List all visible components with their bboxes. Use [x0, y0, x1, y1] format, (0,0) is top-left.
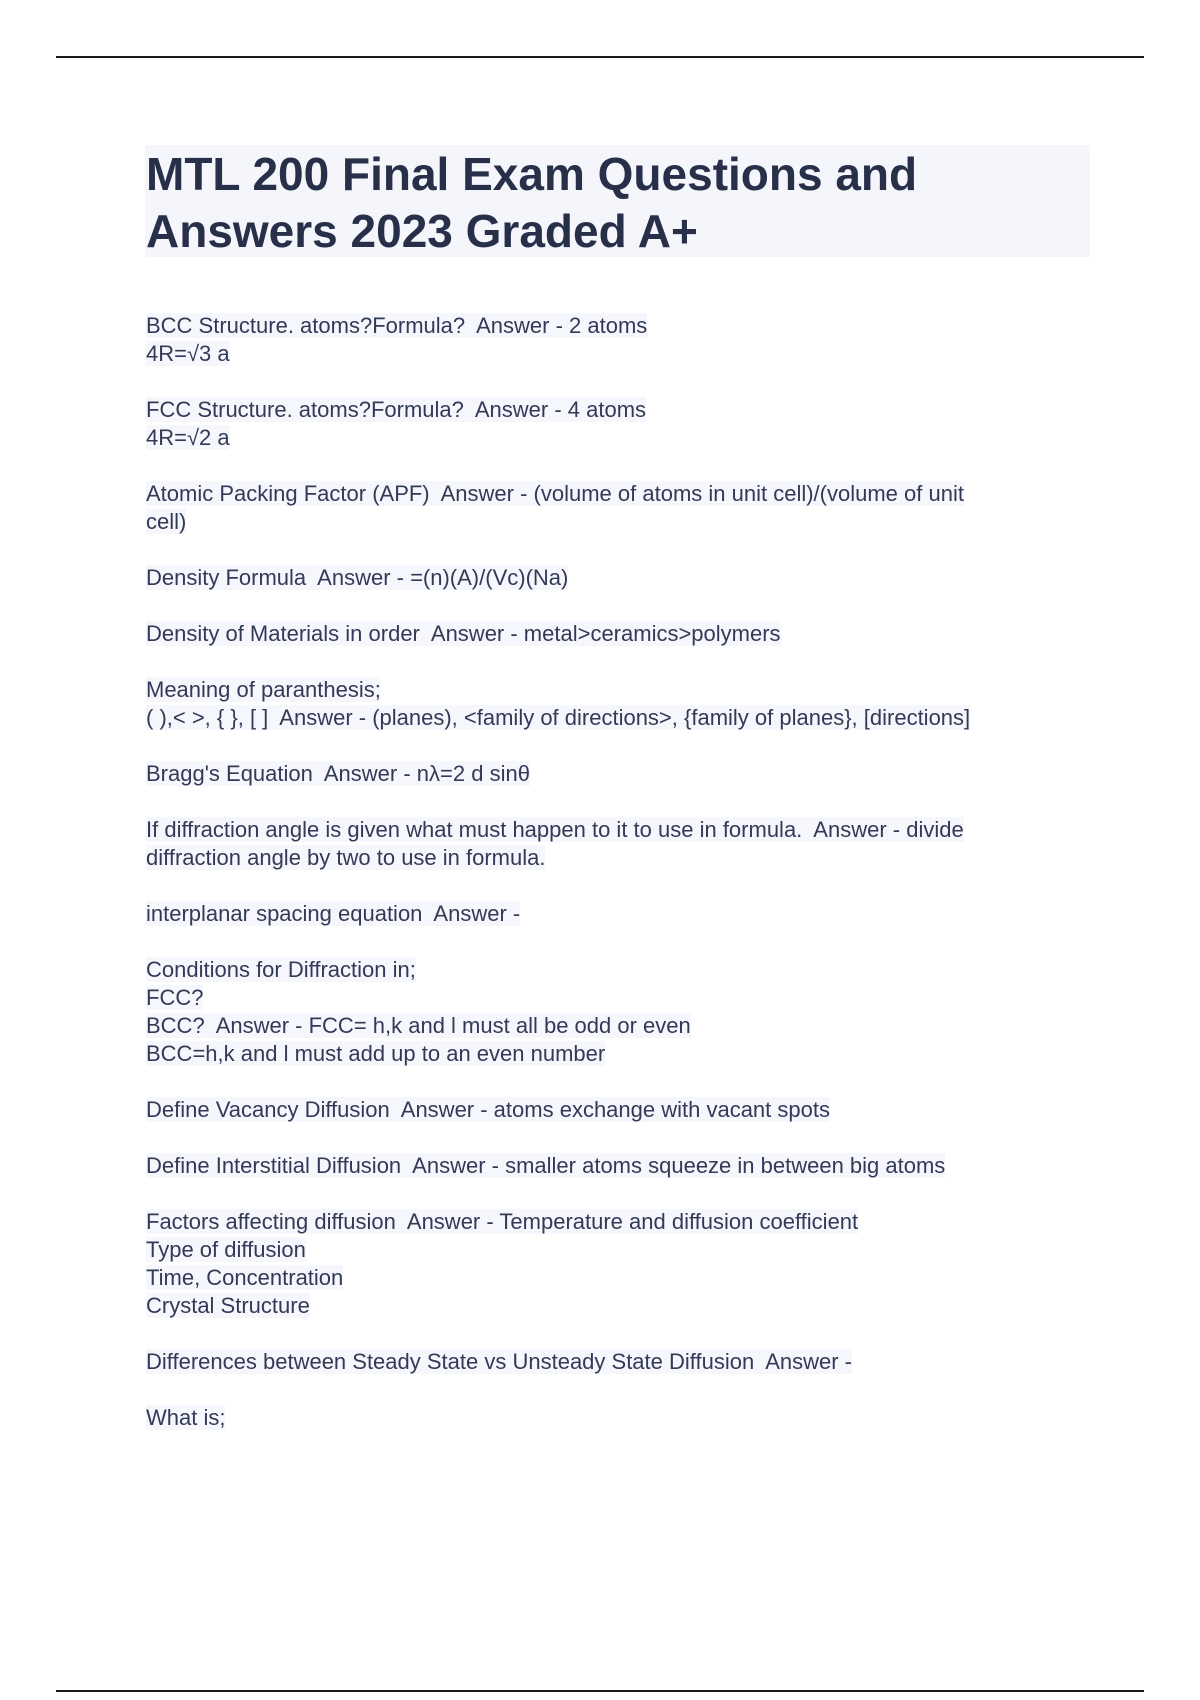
qa-text: Conditions for Diffraction in; — [146, 957, 416, 982]
qa-item — [146, 760, 1076, 788]
qa-item — [146, 676, 1076, 732]
qa-line — [146, 1208, 1076, 1236]
qa-line — [146, 1264, 1076, 1292]
qa-line — [146, 340, 1076, 368]
qa-line — [146, 1236, 1076, 1264]
document-title: MTL 200 Final Exam Questions and Answers 2023 Graded A+ — [146, 148, 918, 257]
qa-line — [146, 424, 1076, 452]
qa-line — [146, 312, 1076, 340]
qa-line — [146, 676, 1076, 704]
qa-line — [146, 984, 1076, 1012]
qa-line — [146, 816, 1076, 844]
qa-text: Crystal Structure — [146, 1293, 310, 1318]
bottom-rule — [56, 1690, 1144, 1692]
qa-text: Type of diffusion — [146, 1237, 306, 1262]
qa-text: 4R=√2 a — [146, 425, 230, 450]
qa-text: BCC=h,k and l must add up to an even number — [146, 1041, 606, 1066]
qa-text: Meaning of paranthesis; — [146, 677, 381, 702]
qa-text: Density of Materials in order Answer - metal>ceramics>polymers — [146, 621, 781, 646]
qa-item — [146, 900, 1076, 928]
qa-text: Density Formula Answer - =(n)(A)/(Vc)(Na) — [146, 565, 569, 590]
qa-text: Bragg's Equation Answer - nλ=2 d sinθ — [146, 761, 530, 786]
qa-text: Time, Concentration — [146, 1265, 344, 1290]
qa-item — [146, 1348, 1076, 1376]
top-rule — [56, 56, 1144, 58]
qa-line — [146, 1348, 1076, 1376]
qa-list — [146, 312, 1076, 1460]
qa-item — [146, 396, 1076, 452]
qa-item — [146, 1152, 1076, 1180]
qa-line — [146, 564, 1076, 592]
qa-text: Define Vacancy Diffusion Answer - atoms exchange with vacant spots — [146, 1097, 830, 1122]
qa-text: cell) — [146, 509, 187, 534]
qa-item — [146, 1096, 1076, 1124]
qa-text: What is; — [146, 1405, 226, 1430]
qa-text: Atomic Packing Factor (APF) Answer - (volume of atoms in unit cell)/(volume of unit — [146, 481, 964, 506]
qa-line — [146, 1096, 1076, 1124]
qa-line — [146, 900, 1076, 928]
qa-item — [146, 956, 1076, 1068]
qa-line — [146, 620, 1076, 648]
qa-line — [146, 396, 1076, 424]
qa-line — [146, 1404, 1076, 1432]
qa-line — [146, 508, 1076, 536]
qa-line — [146, 1012, 1076, 1040]
qa-text: interplanar spacing equation Answer - — [146, 901, 521, 926]
qa-item — [146, 564, 1076, 592]
qa-text: Define Interstitial Diffusion Answer - smaller atoms squeeze in between big atoms — [146, 1153, 946, 1178]
qa-line — [146, 1292, 1076, 1320]
qa-text: Differences between Steady State vs Unsteady State Diffusion Answer - — [146, 1349, 853, 1374]
qa-text: 4R=√3 a — [146, 341, 230, 366]
qa-text: diffraction angle by two to use in formula. — [146, 845, 546, 870]
qa-line — [146, 760, 1076, 788]
qa-item — [146, 620, 1076, 648]
qa-text: BCC? Answer - FCC= h,k and l must all be odd or even — [146, 1013, 691, 1038]
qa-text: BCC Structure. atoms?Formula? Answer - 2 atoms — [146, 313, 648, 338]
qa-line — [146, 956, 1076, 984]
qa-text: FCC Structure. atoms?Formula? Answer - 4 atoms — [146, 397, 647, 422]
qa-item — [146, 816, 1076, 872]
qa-line — [146, 844, 1076, 872]
qa-line — [146, 1152, 1076, 1180]
qa-item — [146, 480, 1076, 536]
qa-line — [146, 1040, 1076, 1068]
qa-line — [146, 480, 1076, 508]
qa-text: ( ),< >, { }, [ ] Answer - (planes), <family of directions>, {family of planes}, [directions] — [146, 705, 971, 730]
qa-item — [146, 1208, 1076, 1320]
qa-item — [146, 312, 1076, 368]
qa-text: FCC? — [146, 985, 204, 1010]
qa-line — [146, 704, 1076, 732]
qa-text: If diffraction angle is given what must happen to it to use in formula. Answer - divide — [146, 817, 964, 842]
qa-text: Factors affecting diffusion Answer - Temperature and diffusion coefficient — [146, 1209, 859, 1234]
qa-item — [146, 1404, 1076, 1432]
